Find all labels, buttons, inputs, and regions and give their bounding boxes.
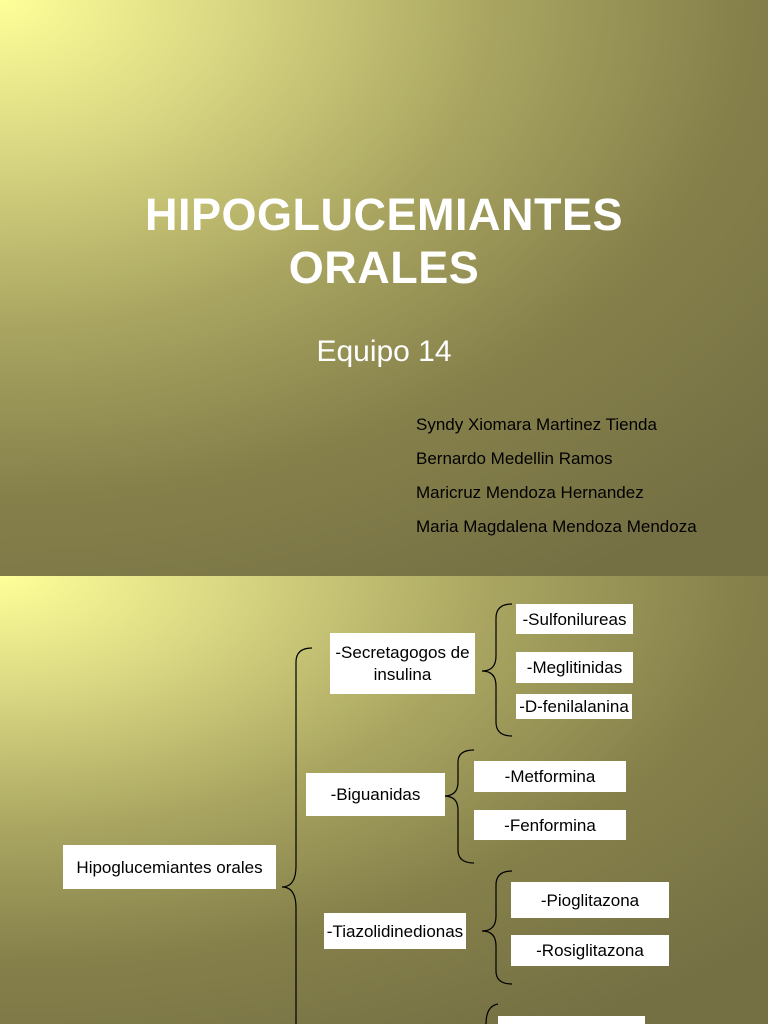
- item-label: -Meglitinidas: [526, 658, 623, 677]
- item-label: -Rosiglitazona: [536, 941, 644, 960]
- rosiglitazona-box: [511, 935, 669, 966]
- item-label: -D-fenilalanina: [519, 697, 629, 716]
- classification-slide: [0, 576, 768, 1024]
- meglitinidas-box: [516, 652, 633, 683]
- secretagogos-brace: [482, 604, 512, 736]
- partial-box: [498, 1016, 645, 1024]
- secretagogos-label-line-2: insulina: [373, 664, 432, 684]
- root-box: [63, 845, 276, 889]
- team-member: Syndy Xiomara Martinez Tienda: [416, 415, 657, 434]
- sulfonilureas-box: [516, 604, 633, 634]
- team-member: Bernardo Medellin Ramos: [416, 449, 613, 468]
- pioglitazona-box: [511, 882, 669, 918]
- main-brace: [282, 648, 312, 1024]
- slide-title: [0, 188, 768, 294]
- item-label: -Metformina: [504, 767, 596, 786]
- team-members-list: [416, 414, 716, 537]
- title-line-1: HIPOGLUCEMIANTES: [144, 189, 624, 240]
- d-fenilalanina-box: [516, 694, 632, 719]
- tiazolidinedionas-box: [324, 913, 466, 949]
- slide-subtitle: Equipo 14: [316, 335, 452, 368]
- tiazolidinedionas-label: -Tiazolidinedionas: [326, 921, 464, 941]
- item-label: -Fenformina: [504, 815, 596, 835]
- tiazolidinedionas-brace: [482, 871, 512, 984]
- title-line-2: ORALES: [288, 242, 480, 293]
- secretagogos-label-line-1: -Secretagogos de: [335, 642, 470, 662]
- team-member: Maricruz Mendoza Hernandez: [416, 483, 644, 502]
- biguanidas-label: -Biguanidas: [330, 785, 421, 804]
- metformina-box: [474, 761, 626, 792]
- biguanidas-box: [306, 773, 445, 816]
- item-label: -Pioglitazona: [540, 890, 640, 910]
- team-member: Maria Magdalena Mendoza Mendoza: [416, 517, 697, 536]
- root-label: Hipoglucemiantes orales: [76, 857, 263, 877]
- biguanidas-brace: [444, 750, 474, 863]
- item-label: -Sulfonilureas: [522, 609, 627, 629]
- secretagogos-label: [335, 642, 469, 686]
- partial-brace: [486, 1004, 498, 1024]
- secretagogos-box: [330, 633, 475, 694]
- fenformina-box: [474, 810, 626, 840]
